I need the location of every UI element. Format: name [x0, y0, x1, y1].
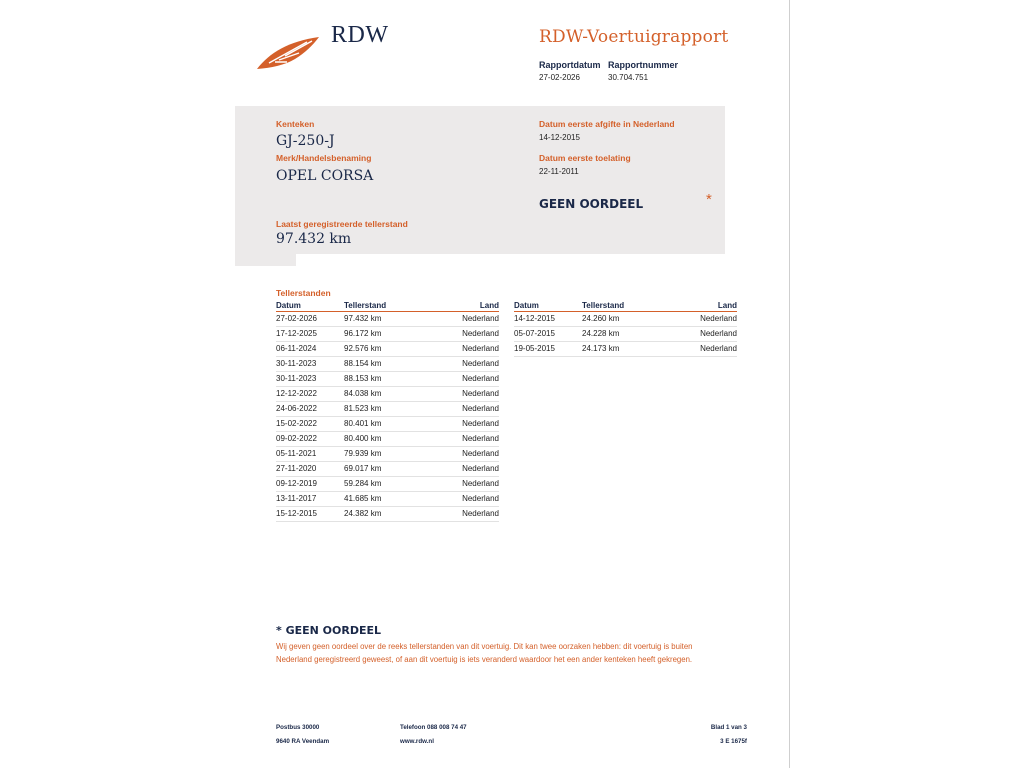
table-row: [276, 327, 499, 342]
reading-country: Nederland: [406, 447, 499, 462]
table-row: [276, 357, 499, 372]
reading-km: 79.939 km: [344, 447, 406, 462]
last-reading-value: 97.432 km: [276, 231, 352, 247]
report-number-value: 30.704.751: [608, 73, 649, 82]
make-value: OPEL CORSA: [276, 168, 374, 184]
reading-date: 30-11-2023: [276, 372, 344, 387]
footer-page-number: Blad 1 van 3: [710, 724, 747, 731]
header-reading: Tellerstand: [582, 301, 644, 312]
reading-country: Nederland: [406, 507, 499, 522]
reading-date: 05-07-2015: [514, 327, 582, 342]
reading-country: Nederland: [406, 417, 499, 432]
reading-date: 27-02-2026: [276, 312, 344, 327]
readings-table-right: [514, 301, 737, 357]
reading-km: 96.172 km: [344, 327, 406, 342]
reading-km: 24.382 km: [344, 507, 406, 522]
reading-date: 15-02-2022: [276, 417, 344, 432]
plate-value: GJ-250-J: [276, 133, 335, 149]
reading-date: 24-06-2022: [276, 402, 344, 417]
header-country: Land: [406, 301, 499, 312]
readings-header-row: [276, 301, 499, 312]
verdict-asterisk: *: [706, 191, 712, 208]
reading-km: 97.432 km: [344, 312, 406, 327]
table-row: [276, 372, 499, 387]
header-reading: Tellerstand: [344, 301, 406, 312]
footer-website-link[interactable]: www.rdw.nl: [400, 738, 434, 745]
table-row: [276, 387, 499, 402]
table-row: [276, 462, 499, 477]
reading-km: 81.523 km: [344, 402, 406, 417]
table-row: [276, 417, 499, 432]
reading-country: Nederland: [644, 312, 737, 327]
reading-date: 06-11-2024: [276, 342, 344, 357]
footnote-title: * GEEN OORDEEL: [276, 624, 382, 637]
table-row: [276, 342, 499, 357]
reading-country: Nederland: [406, 387, 499, 402]
first-issue-nl-value: 14-12-2015: [539, 133, 580, 142]
table-row: [514, 342, 737, 357]
report-number-label: Rapportnummer: [608, 60, 679, 70]
footer-phone: Telefoon 088 008 74 47: [400, 724, 467, 731]
footer-postbus: Postbus 30000: [276, 724, 320, 731]
vehicle-summary-box-tab: [235, 254, 296, 266]
reading-km: 84.038 km: [344, 387, 406, 402]
reading-date: 14-12-2015: [514, 312, 582, 327]
table-row: [276, 447, 499, 462]
reading-km: 24.228 km: [582, 327, 644, 342]
report-date-label: Rapportdatum: [539, 60, 601, 70]
reading-date: 12-12-2022: [276, 387, 344, 402]
readings-title: Tellerstanden: [276, 288, 331, 298]
reading-country: Nederland: [406, 492, 499, 507]
first-admission-label: Datum eerste toelating: [539, 153, 631, 163]
reading-km: 80.400 km: [344, 432, 406, 447]
plate-label: Kenteken: [276, 119, 315, 129]
reading-date: 09-12-2019: [276, 477, 344, 492]
reading-country: Nederland: [406, 327, 499, 342]
header-country: Land: [644, 301, 737, 312]
reading-date: 30-11-2023: [276, 357, 344, 372]
reading-country: Nederland: [644, 327, 737, 342]
header-date: Datum: [276, 301, 344, 312]
verdict-text: GEEN OORDEEL: [539, 197, 644, 211]
reading-country: Nederland: [406, 372, 499, 387]
last-reading-label: Laatst geregistreerde tellerstand: [276, 219, 408, 229]
reading-km: 88.153 km: [344, 372, 406, 387]
reading-date: 19-05-2015: [514, 342, 582, 357]
reading-km: 41.685 km: [344, 492, 406, 507]
first-issue-nl-label: Datum eerste afgifte in Nederland: [539, 119, 675, 129]
reading-country: Nederland: [406, 342, 499, 357]
reading-km: 24.173 km: [582, 342, 644, 357]
reading-country: Nederland: [406, 462, 499, 477]
reading-date: 09-02-2022: [276, 432, 344, 447]
table-row: [276, 402, 499, 417]
report-date-value: 27-02-2026: [539, 73, 580, 82]
reading-country: Nederland: [406, 357, 499, 372]
reading-date: 17-12-2025: [276, 327, 344, 342]
table-row: [276, 312, 499, 327]
reading-km: 69.017 km: [344, 462, 406, 477]
logo-text: RDW: [331, 22, 389, 48]
first-admission-value: 22-11-2011: [539, 167, 579, 176]
rdw-feather-logo-icon: [255, 35, 321, 71]
footnote-text: Wij geven geen oordeel over de reeks tellerstanden van dit voertuig. Dit kan twee oorzaken hebben: dit voertuig is buiten Nederland geregistreerd geweest, of aan dit voertuig is iets veranderd waardoor het een ander kenteken heeft gekregen.: [276, 642, 693, 664]
reading-date: 27-11-2020: [276, 462, 344, 477]
report-title: RDW-Voertuigrapport: [539, 27, 729, 47]
readings-table-left: [276, 301, 499, 522]
table-row: [276, 507, 499, 522]
table-row: [514, 312, 737, 327]
footer-document-code: 3 E 1675f: [720, 738, 747, 745]
make-label: Merk/Handelsbenaming: [276, 153, 372, 163]
reading-date: 13-11-2017: [276, 492, 344, 507]
reading-country: Nederland: [406, 402, 499, 417]
reading-km: 59.284 km: [344, 477, 406, 492]
reading-km: 88.154 km: [344, 357, 406, 372]
reading-country: Nederland: [406, 312, 499, 327]
table-row: [514, 327, 737, 342]
table-row: [276, 492, 499, 507]
footer-postcode: 9640 RA Veendam: [276, 738, 330, 745]
reading-country: Nederland: [406, 477, 499, 492]
reading-country: Nederland: [406, 432, 499, 447]
reading-date: 15-12-2015: [276, 507, 344, 522]
reading-date: 05-11-2021: [276, 447, 344, 462]
reading-km: 24.260 km: [582, 312, 644, 327]
reading-km: 92.576 km: [344, 342, 406, 357]
table-row: [276, 477, 499, 492]
header-date: Datum: [514, 301, 582, 312]
page-edge: [789, 0, 790, 768]
reading-km: 80.401 km: [344, 417, 406, 432]
reading-country: Nederland: [644, 342, 737, 357]
table-row: [276, 432, 499, 447]
readings-header-row: [514, 301, 737, 312]
